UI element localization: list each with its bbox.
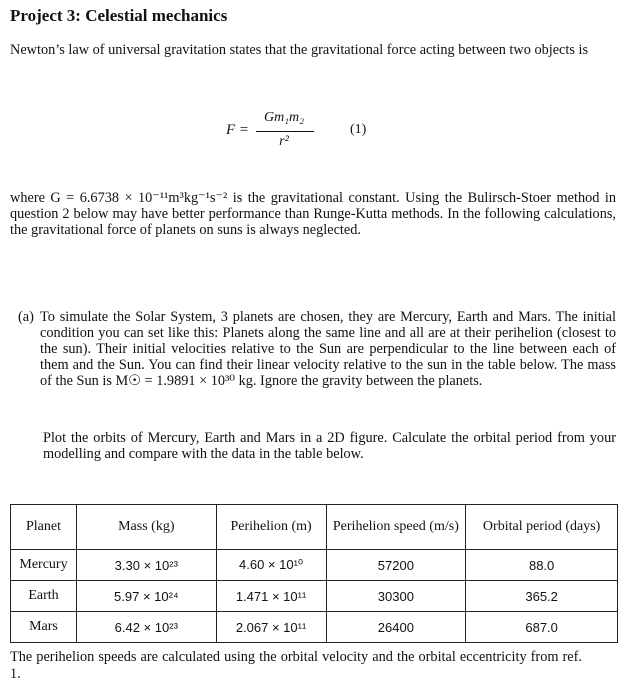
header-perihelion: Perihelion (m): [216, 505, 326, 550]
cell-mass: 3.30 × 10²³: [76, 550, 216, 581]
cell-mass: 6.42 × 10²³: [76, 612, 216, 643]
part-a-paragraph: [18, 309, 616, 389]
cell-planet: Mercury: [11, 550, 77, 581]
cell-perihelion: 1.471 × 10¹¹: [216, 581, 326, 612]
fraction-bar: [256, 131, 314, 132]
part-a-text: To simulate the Solar System, 3 planets are chosen, they are Mercury, Earth and Mars. The initial condition you can set like this: Planets along the same line and all are at their perihelion (closest to the sun). Their initial velocities relative to the Sun are perpendicular to the line between each of them and the Sun. You can find their linear velocity relative to the sun in the table below. The mass of the Sun is M☉ = 1.9891 × 10³⁰ kg. Ignore the gravity between the planets.: [40, 309, 616, 389]
cell-perihelion: 2.067 × 10¹¹: [216, 612, 326, 643]
header-mass: Mass (kg): [76, 505, 216, 550]
cell-planet: Mars: [11, 612, 77, 643]
equation-number: (1): [350, 122, 367, 137]
planet-table: [10, 504, 618, 643]
page-title: Project 3: Celestial mechanics: [10, 6, 228, 25]
header-planet: Planet: [11, 505, 77, 550]
table-row: [11, 581, 618, 612]
part-a-label: (a): [18, 309, 34, 325]
table-header-row: [11, 505, 618, 550]
equation-denominator: r²: [279, 134, 289, 149]
cell-period: 365.2: [466, 581, 618, 612]
cell-mass: 5.97 × 10²⁴: [76, 581, 216, 612]
constant-paragraph: where G = 6.6738 × 10⁻¹¹m³kg⁻¹s⁻² is the gravitational constant. Using the Bulirsch-Stoer method in question 2 below may have better performance than Runge-Kutta methods. In the following calculations, the gravitational force of planets on suns is always neglected.: [10, 190, 616, 238]
equation-lhs: F =: [226, 122, 250, 138]
cell-speed: 26400: [326, 612, 466, 643]
table-row: [11, 550, 618, 581]
gravitation-equation: [0, 110, 636, 154]
cell-period: 687.0: [466, 612, 618, 643]
equation-numerator: Gm₁m₂: [263, 110, 305, 125]
plot-instruction: Plot the orbits of Mercury, Earth and Mars in a 2D figure. Calculate the orbital period from your modelling and compare with the data in the table below.: [43, 430, 616, 462]
table-footnote: The perihelion speeds are calculated using the orbital velocity and the orbital eccentricity from ref. 1.: [10, 649, 582, 682]
cell-perihelion: 4.60 × 10¹⁰: [216, 550, 326, 581]
cell-speed: 30300: [326, 581, 466, 612]
intro-paragraph: Newton’s law of universal gravitation states that the gravitational force acting between two objects is: [10, 42, 589, 58]
table-row: [11, 612, 618, 643]
cell-planet: Earth: [11, 581, 77, 612]
cell-speed: 57200: [326, 550, 466, 581]
header-orbital-period: Orbital period (days): [466, 505, 618, 550]
header-perihelion-speed: Perihelion speed (m/s): [326, 505, 466, 550]
cell-period: 88.0: [466, 550, 618, 581]
